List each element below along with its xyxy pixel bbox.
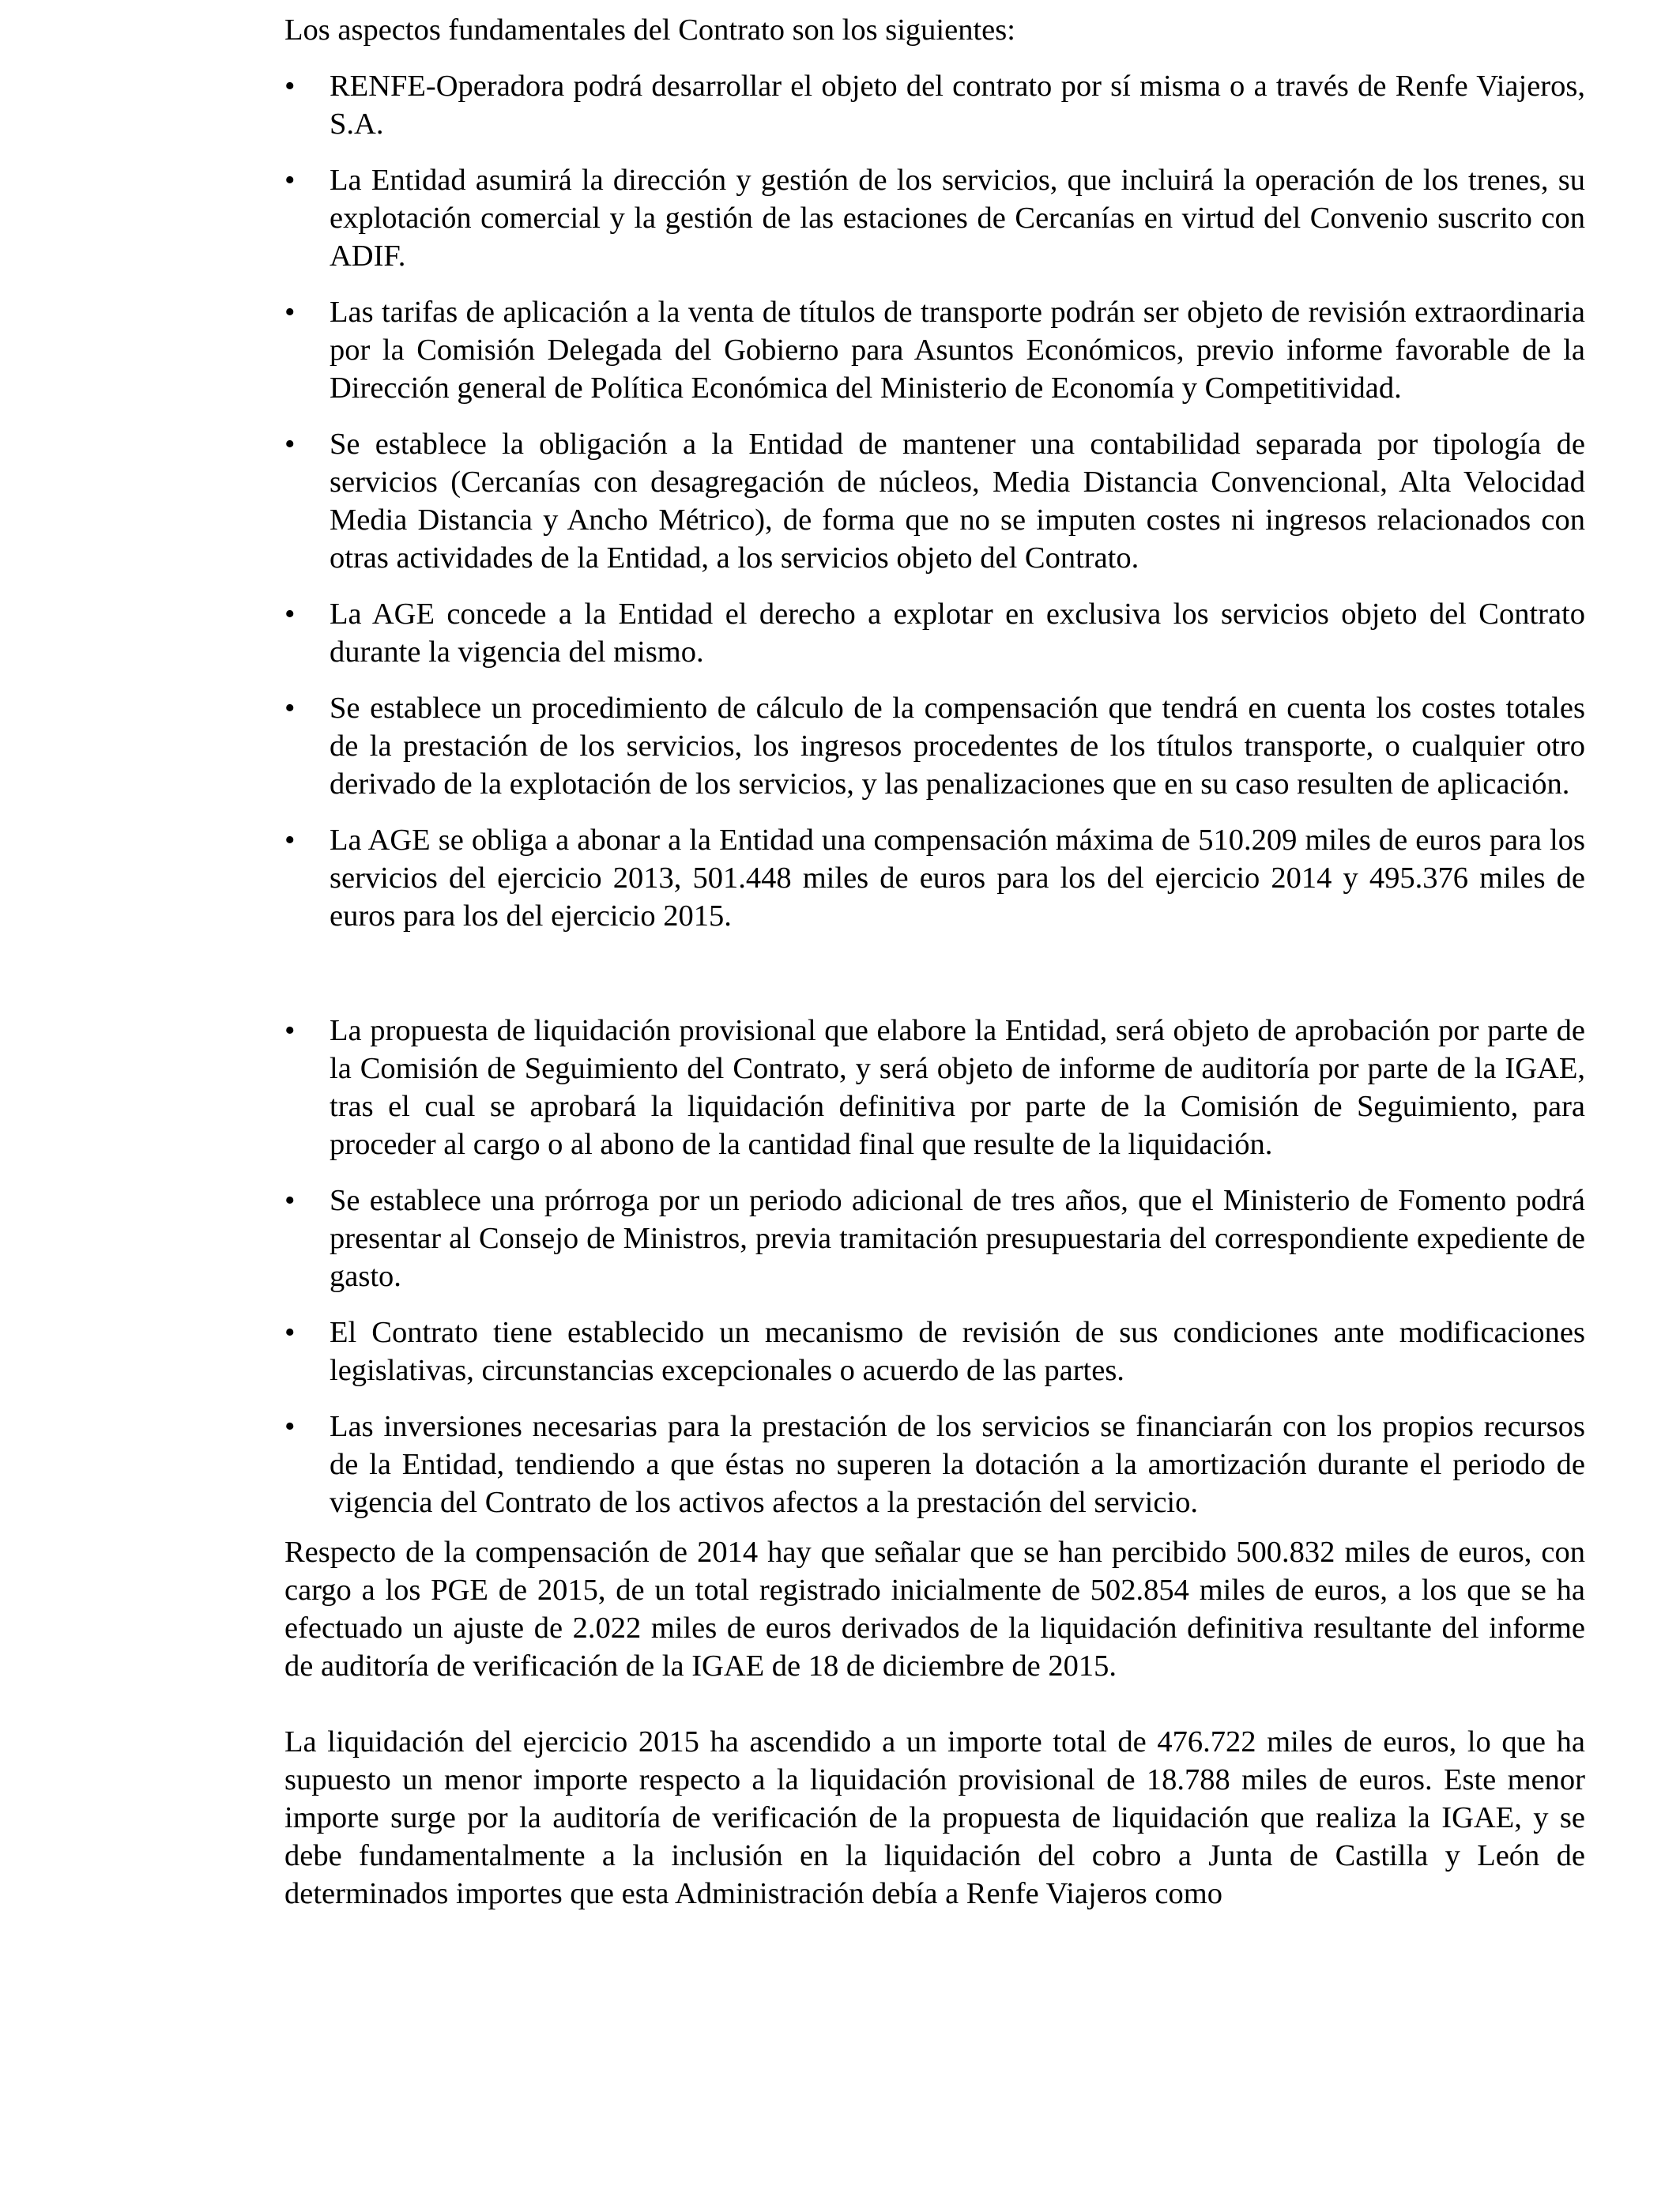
list-item <box>284 67 1585 143</box>
bullet-icon: • <box>284 428 296 461</box>
contract-aspects-list <box>284 67 1585 1521</box>
list-item-text: Las inversiones necesarias para la prestación de los servicios se financiarán con los propios recursos de la Entidad, tendiendo a que éstas no superen la dotación a la amortización durante el periodo de vigencia del Contrato de los activos afectos a la prestación del servicio. <box>330 1410 1585 1519</box>
bullet-icon: • <box>284 1014 296 1047</box>
list-item-text: Las tarifas de aplicación a la venta de títulos de transporte podrán ser objeto de revisión extraordinaria por la Comisión Delegada del Gobierno para Asuntos Económicos, previo informe favorable de la Dirección general de Política Económica del Ministerio de Economía y Competitividad. <box>330 296 1585 405</box>
list-item <box>284 1408 1585 1521</box>
list-item-text: RENFE-Operadora podrá desarrollar el objeto del contrato por sí misma o a través de Renfe Viajeros, S.A. <box>330 70 1585 141</box>
list-item <box>284 1182 1585 1295</box>
list-item-text: La propuesta de liquidación provisional que elabore la Entidad, será objeto de aprobación por parte de la Comisión de Seguimiento del Contrato, y será objeto de informe de auditoría por parte de la IGAE, tras el cual se aprobará la liquidación definitiva por parte de la Comisión de Seguimiento, para proceder al cargo o al abono de la cantidad final que resulte de la liquidación. <box>330 1014 1585 1161</box>
document-page <box>284 11 1585 1913</box>
list-item <box>284 1314 1585 1389</box>
compensation-2014-paragraph: Respecto de la compensación de 2014 hay que señalar que se han percibido 500.832 miles de euros, con cargo a los PGE de 2015, de un total registrado inicialmente de 502.854 miles de euros, a los que se ha efectuado un ajuste de 2.022 miles de euros derivados de la liquidación definitiva resultante del informe de auditoría de verificación de la IGAE de 18 de diciembre de 2015. <box>284 1536 1585 1683</box>
bullet-icon: • <box>284 70 296 103</box>
intro-text: Los aspectos fundamentales del Contrato son los siguientes: <box>284 13 1015 47</box>
list-item-text: Se establece la obligación a la Entidad de mantener una contabilidad separada por tipología de servicios (Cercanías con desagregación de núcleos, Media Distancia Convencional, Alta Velocidad Media Distancia y Ancho Métrico), de forma que no se imputen costes ni ingresos relacionados con otras actividades de la Entidad, a los servicios objeto del Contrato. <box>330 428 1585 575</box>
list-item <box>284 293 1585 407</box>
list-item <box>284 425 1585 577</box>
bullet-icon: • <box>284 824 296 857</box>
list-item-text: El Contrato tiene establecido un mecanismo de revisión de sus condiciones ante modificaciones legislativas, circunstancias excepcionales o acuerdo de las partes. <box>330 1316 1585 1387</box>
bullet-icon: • <box>284 1316 296 1349</box>
liquidation-2015-paragraph: La liquidación del ejercicio 2015 ha ascendido a un importe total de 476.722 miles de euros, lo que ha supuesto un menor importe respecto a la liquidación provisional de 18.788 miles de euros. Este menor importe surge por la auditoría de verificación de la propuesta de liquidación que realiza la IGAE, y se debe fundamentalmente a la inclusión en la liquidación del cobro a Junta de Castilla y León de determinados importes que esta Administración debía a Renfe Viajeros como <box>284 1725 1585 1910</box>
list-item <box>284 821 1585 935</box>
list-item <box>284 161 1585 275</box>
bullet-icon: • <box>284 1410 296 1443</box>
bullet-icon: • <box>284 164 296 197</box>
list-item <box>284 1012 1585 1163</box>
bullet-icon: • <box>284 1184 296 1217</box>
list-item <box>284 595 1585 671</box>
bullet-icon: • <box>284 296 296 329</box>
bullet-icon: • <box>284 692 296 725</box>
list-item-text: La AGE se obliga a abonar a la Entidad una compensación máxima de 510.209 miles de euros para los servicios del ejercicio 2013, 501.448 miles de euros para los del ejercicio 2014 y 495.376 miles de euros para los del ejercicio 2015. <box>330 824 1585 933</box>
bullet-icon: • <box>284 598 296 631</box>
list-item-text: La Entidad asumirá la dirección y gestión de los servicios, que incluirá la operación de los trenes, su explotación comercial y la gestión de las estaciones de Cercanías en virtud del Convenio suscrito con ADIF. <box>330 164 1585 273</box>
list-item <box>284 689 1585 803</box>
list-item-text: La AGE concede a la Entidad el derecho a explotar en exclusiva los servicios objeto del Contrato durante la vigencia del mismo. <box>330 598 1585 669</box>
list-item-text: Se establece un procedimiento de cálculo de la compensación que tendrá en cuenta los costes totales de la prestación de los servicios, los ingresos procedentes de los títulos transporte, o cualquier otro derivado de la explotación de los servicios, y las penalizaciones que en su caso resulten de aplicación. <box>330 692 1585 801</box>
list-item-text: Se establece una prórroga por un periodo adicional de tres años, que el Ministerio de Fomento podrá presentar al Consejo de Ministros, previa tramitación presupuestaria del correspondiente expediente de gasto. <box>330 1184 1585 1293</box>
